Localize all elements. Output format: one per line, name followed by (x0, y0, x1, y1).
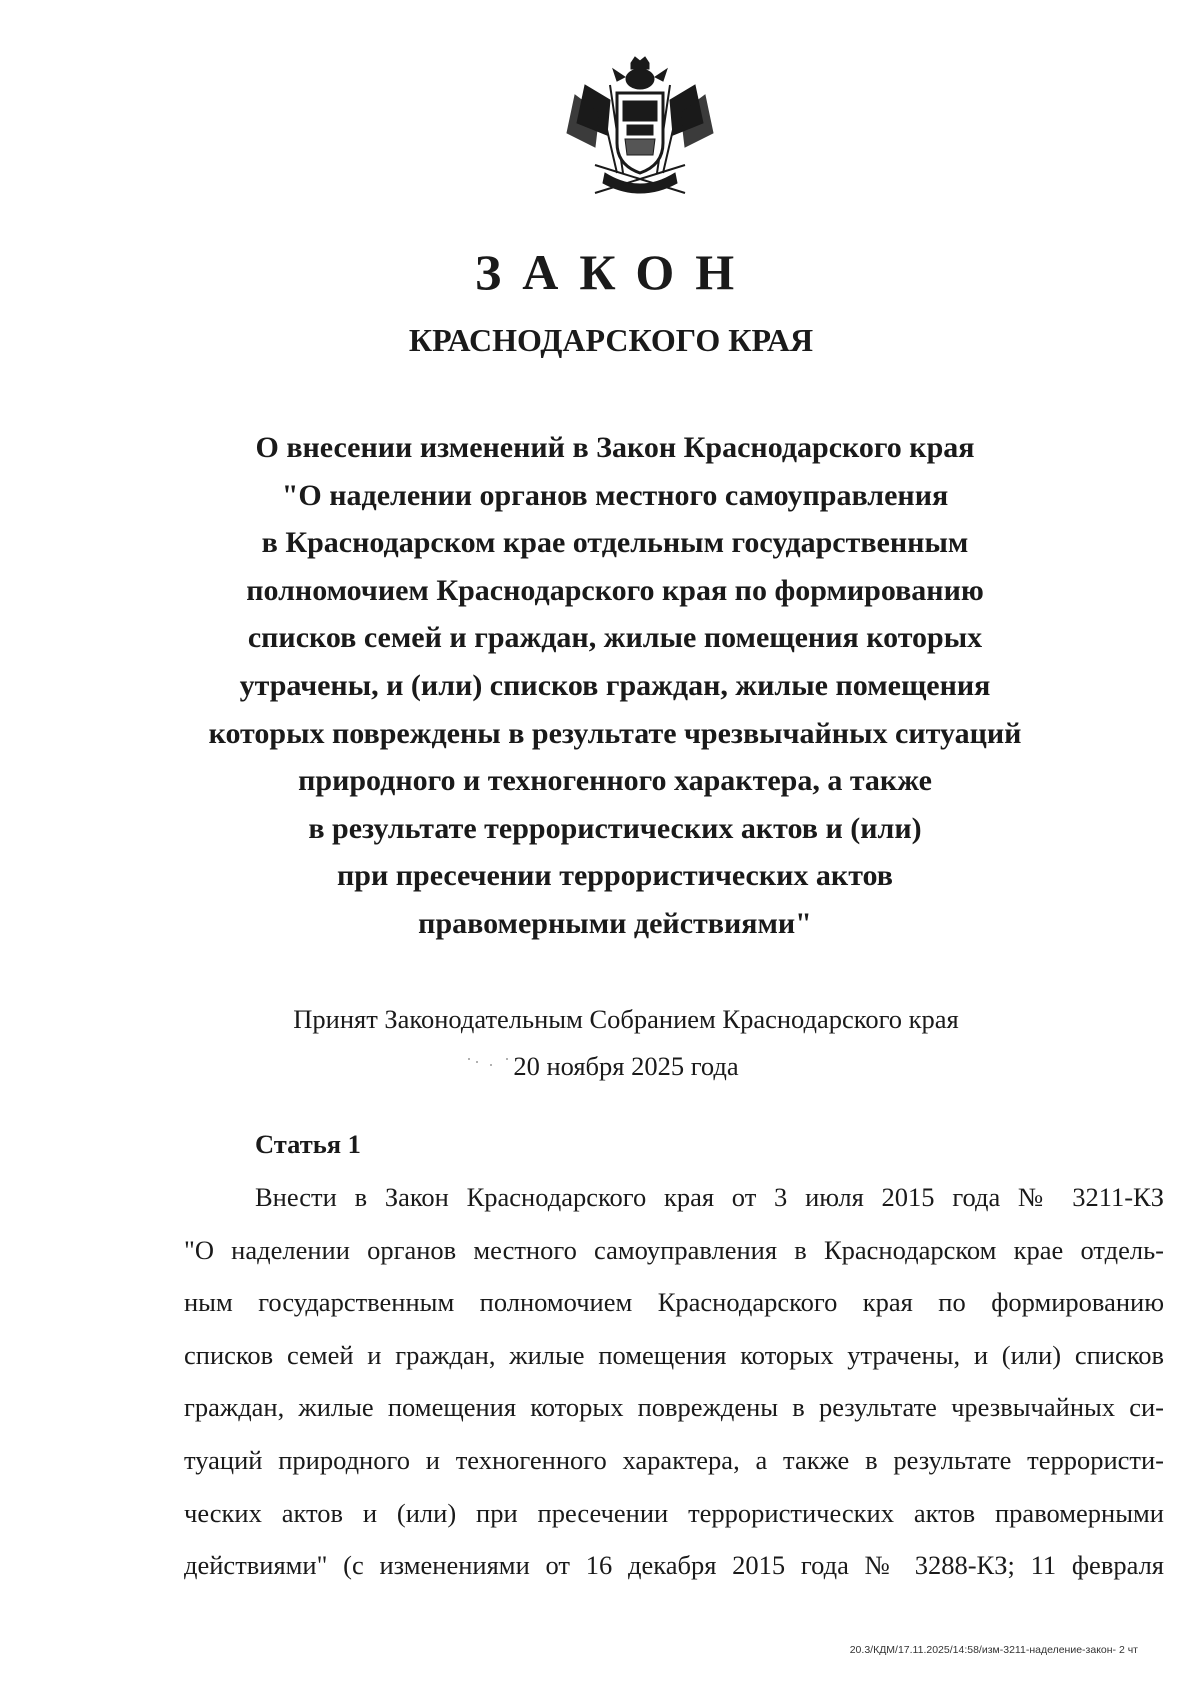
title-line: в Краснодарском крае отдельным государственным (261, 526, 969, 560)
body-line: списков семей и граждан, жилые помещения которых утрачены, и (или) списков (184, 1339, 1164, 1370)
title-line: в результате террористических актов и (или) (308, 811, 922, 845)
title-line: полномочием Краснодарского края по формированию (246, 573, 984, 607)
title-line: которых повреждены в результате чрезвычайных ситуаций (208, 716, 1022, 750)
title-line: правомерными действиями" (418, 906, 812, 940)
body-line: ческих актов и (или) при пресечении террористических актов правомерными (184, 1497, 1164, 1528)
title-line: "О наделении органов местного самоуправления (281, 478, 949, 512)
krasnodar-coat-of-arms-icon (565, 55, 715, 205)
region-heading: КРАСНОДАРСКОГО КРАЯ (408, 322, 814, 358)
title-line: О внесении изменений в Закон Краснодарского края (255, 431, 975, 464)
article-body (184, 1171, 1164, 1592)
title-line: списков семей и граждан, жилые помещения которых (247, 621, 983, 655)
law-title (0, 424, 1200, 948)
body-line: Внести в Закон Краснодарского края от 3 июля 2015 года № 3211-КЗ (255, 1182, 1164, 1212)
adoption-note (0, 996, 1200, 1090)
adoption-date: 20 ноября 2025 года (513, 1051, 739, 1081)
body-line: ным государственным полномочием Краснодарского края по формированию (184, 1287, 1164, 1318)
body-line: туаций природного и техногенного характера, а также в результате террористи- (184, 1444, 1164, 1475)
article-heading: Статья 1 (255, 1129, 361, 1159)
body-line: действиями" (с изменениями от 16 декабря 2015 года № 3288-КЗ; 11 февраля (184, 1550, 1164, 1581)
adoption-line: Принят Законодательным Собранием Краснодарского края (293, 1004, 959, 1034)
title-line: при пресечении террористических актов (336, 859, 894, 893)
body-line: граждан, жилые помещения которых повреждены в результате чрезвычайных си- (184, 1392, 1164, 1423)
document-stamp: 20.3/КДМ/17.11.2025/14:58/изм-3211-наделение-закон- 2 чт (849, 1644, 1138, 1656)
law-heading: ЗАКОН (474, 244, 756, 300)
body-line: "О наделении органов местного самоуправления в Краснодарском крае отдель- (184, 1234, 1164, 1265)
title-line: утрачены, и (или) списков граждан, жилые помещения (239, 668, 991, 702)
title-line: природного и техногенного характера, а также (298, 764, 932, 798)
